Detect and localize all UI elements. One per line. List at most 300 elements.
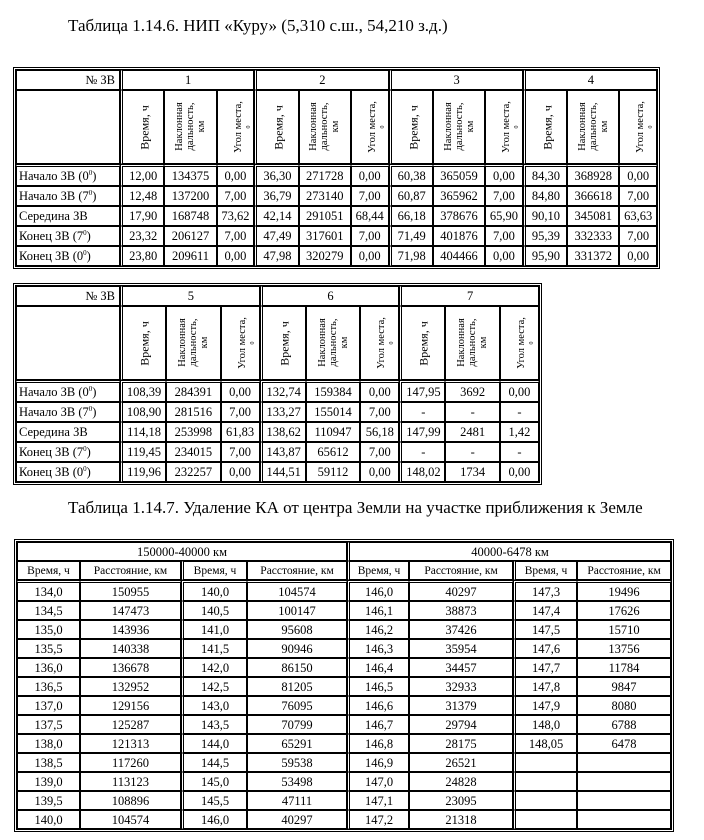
header-line: Угол места,: [232, 101, 244, 153]
slant-range-cell: 365059: [433, 164, 485, 186]
distance-cell: 53498: [247, 772, 347, 791]
slant-range-cell: 234015: [166, 442, 220, 462]
table-row: [16, 186, 657, 206]
slant-range-cell: 232257: [166, 462, 220, 482]
elevation-angle-header-label: [236, 317, 258, 369]
degree-superscript: 0: [83, 229, 87, 237]
table-row: [17, 677, 671, 696]
elevation-cell: 7,00: [360, 402, 399, 422]
time-cell: 147,1: [347, 791, 409, 810]
distance-cell: 23095: [409, 791, 513, 810]
time-cell: 84,30: [523, 164, 567, 186]
time-cell: 136,0: [17, 658, 80, 677]
slant-range-cell: 366618: [567, 186, 619, 206]
elevation-angle-header-label: [635, 101, 657, 153]
elevation-angle-header: [485, 90, 523, 164]
row-label: [16, 164, 120, 186]
elevation-cell: 0,00: [221, 462, 260, 482]
distance-cell: 17626: [577, 601, 671, 620]
distance-cell: 150955: [80, 580, 181, 601]
table-row: [16, 246, 657, 266]
row-label-text: Конец ЗВ (0: [19, 249, 84, 263]
table-row: [16, 442, 539, 462]
slant-range-cell: 291051: [299, 206, 351, 226]
degree-sign: 0: [245, 125, 252, 129]
row-label-tail: ): [92, 385, 97, 399]
row-label-tail: ): [92, 169, 97, 183]
time-cell: 66,18: [389, 206, 433, 226]
row-label: [16, 422, 120, 442]
slant-range-cell: 320279: [299, 246, 351, 266]
header-line: дальность,: [319, 102, 331, 151]
distance-cell: [577, 772, 671, 791]
header-line: дальность,: [453, 102, 465, 151]
time-cell: 142,5: [181, 677, 247, 696]
time-header-label: Время, ч: [417, 321, 432, 366]
table-row: [16, 380, 539, 402]
time-header-label: Время, ч: [271, 105, 286, 150]
elevation-cell: 73,62: [217, 206, 255, 226]
table-row: [17, 772, 671, 791]
range-group-header: 40000-6478 км: [347, 542, 671, 561]
row-label-text: Конец ЗВ (0: [19, 465, 84, 479]
slant-range-cell: 65612: [306, 442, 360, 462]
header-line: дальность,: [184, 102, 196, 151]
time-header: [260, 306, 306, 380]
header-line: Угол места,: [515, 317, 527, 369]
time-header-label: Время, ч: [540, 105, 555, 150]
elevation-cell: 0,00: [360, 380, 399, 402]
table-row: [16, 226, 657, 246]
distance-cell: 59538: [247, 753, 347, 772]
distance-cell: 95608: [247, 620, 347, 639]
distance-cell: 104574: [247, 580, 347, 601]
time-cell: 119,45: [120, 442, 166, 462]
elevation-cell: 7,00: [217, 186, 255, 206]
elevation-cell: 0,00: [351, 164, 389, 186]
distance-cell: 38873: [409, 601, 513, 620]
time-cell: 36,30: [254, 164, 298, 186]
elevation-cell: 7,00: [351, 186, 389, 206]
elevation-angle-header: [351, 90, 389, 164]
row-label-text: Конец ЗВ (7: [19, 445, 84, 459]
distance-cell: 29794: [409, 715, 513, 734]
distance-cell: 90946: [247, 639, 347, 658]
time-header: Время, ч: [17, 561, 80, 580]
slant-range-header: [166, 306, 220, 380]
slant-range-header: [567, 90, 619, 164]
degree-superscript: 0: [88, 405, 93, 413]
slant-range-cell: 209611: [164, 246, 216, 266]
time-cell: 114,18: [120, 422, 166, 442]
time-cell: [513, 791, 577, 810]
header-line: дальность,: [187, 318, 199, 367]
table-row: [17, 791, 671, 810]
distance-cell: 6478: [577, 734, 671, 753]
slant-range-cell: 281516: [166, 402, 220, 422]
degree-superscript: 0: [83, 445, 87, 453]
elevation-angle-header-label: [233, 101, 255, 153]
zone-number-label: № ЗВ: [16, 286, 120, 306]
time-cell: 60,87: [389, 186, 433, 206]
header-line: км: [198, 336, 210, 349]
distance-header: Расстояние, км: [247, 561, 347, 580]
time-cell: 147,0: [347, 772, 409, 791]
elevation-angle-header: [500, 306, 539, 380]
table-row: [17, 753, 671, 772]
row-label-text: Середина ЗВ: [19, 209, 88, 223]
distance-header: Расстояние, км: [577, 561, 671, 580]
elevation-cell: 0,00: [217, 164, 255, 186]
elevation-cell: 61,83: [221, 422, 260, 442]
range-group-header-row: [17, 542, 671, 561]
distance-cell: 26521: [409, 753, 513, 772]
slant-range-header-label: [456, 318, 489, 367]
slant-range-header: [164, 90, 216, 164]
distance-cell: 147473: [80, 601, 181, 620]
table-row: [17, 658, 671, 677]
slant-range-cell: 3692: [445, 380, 499, 402]
slant-range-cell: 1734: [445, 462, 499, 482]
time-cell: -: [399, 402, 445, 422]
time-cell: 17,90: [120, 206, 164, 226]
row-label-text: Середина ЗВ: [19, 425, 88, 439]
time-cell: 148,0: [513, 715, 577, 734]
time-cell: 134,0: [17, 580, 80, 601]
row-label: [16, 402, 120, 422]
time-cell: 143,87: [260, 442, 306, 462]
time-cell: 42,14: [254, 206, 298, 226]
distance-cell: 21318: [409, 810, 513, 829]
elevation-cell: -: [500, 442, 539, 462]
time-cell: 90,10: [523, 206, 567, 226]
time-cell: 146,5: [347, 677, 409, 696]
row-label: [16, 206, 120, 226]
time-cell: 12,00: [120, 164, 164, 186]
slant-range-cell: 2481: [445, 422, 499, 442]
time-cell: 144,51: [260, 462, 306, 482]
time-cell: 143,0: [181, 696, 247, 715]
distance-cell: 81205: [247, 677, 347, 696]
distance-cell: 70799: [247, 715, 347, 734]
distance-cell: 35954: [409, 639, 513, 658]
table-row: [16, 164, 657, 186]
table-row: [17, 580, 671, 601]
time-cell: 146,1: [347, 601, 409, 620]
time-cell: 147,6: [513, 639, 577, 658]
slant-range-cell: 378676: [433, 206, 485, 226]
header-line: км: [478, 336, 490, 349]
header-line: Наклонная: [456, 318, 468, 367]
time-cell: 144,0: [181, 734, 247, 753]
slant-range-cell: 110947: [306, 422, 360, 442]
time-cell: 138,5: [17, 753, 80, 772]
slant-range-cell: 401876: [433, 226, 485, 246]
elevation-cell: 1,42: [500, 422, 539, 442]
distance-cell: 76095: [247, 696, 347, 715]
elevation-cell: 56,18: [360, 422, 399, 442]
time-cell: 139,5: [17, 791, 80, 810]
slant-range-header-label: [577, 102, 610, 151]
table-1-14-7-title: Таблица 1.14.7. Удаление КА от центра Земли на участке приближения к Земле: [68, 498, 643, 517]
time-cell: [513, 810, 577, 829]
distance-from-earth-table: [14, 539, 674, 832]
elevation-angle-header: [217, 90, 255, 164]
time-cell: 23,32: [120, 226, 164, 246]
time-cell: 147,2: [347, 810, 409, 829]
header-line: Наклонная: [176, 318, 188, 367]
distance-cell: 143936: [80, 620, 181, 639]
time-cell: 147,4: [513, 601, 577, 620]
elevation-cell: 0,00: [485, 164, 523, 186]
elevation-cell: 63,63: [619, 206, 657, 226]
time-cell: 148,05: [513, 734, 577, 753]
zone-number-header-row: [16, 70, 657, 90]
header-line: Угол места,: [376, 317, 388, 369]
header-line: дальность,: [587, 102, 599, 151]
elevation-cell: 7,00: [619, 226, 657, 246]
elevation-cell: 0,00: [500, 380, 539, 402]
time-cell: 23,80: [120, 246, 164, 266]
header-line: Угол места,: [635, 101, 647, 153]
distance-cell: 8080: [577, 696, 671, 715]
zone-number-header: 1: [120, 70, 254, 90]
distance-cell: 125287: [80, 715, 181, 734]
time-cell: 148,02: [399, 462, 445, 482]
distance-cell: 6788: [577, 715, 671, 734]
time-cell: 95,39: [523, 226, 567, 246]
time-cell: 133,27: [260, 402, 306, 422]
slant-range-header: [306, 306, 360, 380]
time-cell: 146,9: [347, 753, 409, 772]
distance-cell: 113123: [80, 772, 181, 791]
time-cell: 141,5: [181, 639, 247, 658]
header-line: км: [598, 120, 610, 133]
column-header-row: [16, 306, 539, 380]
slant-range-header: [299, 90, 351, 164]
degree-sign: 0: [514, 125, 521, 129]
header-line: Наклонная: [442, 102, 454, 151]
distance-cell: 117260: [80, 753, 181, 772]
slant-range-cell: 404466: [433, 246, 485, 266]
row-label: [16, 442, 120, 462]
time-cell: 143,5: [181, 715, 247, 734]
header-line: Угол места,: [501, 101, 513, 153]
slant-range-cell: 271728: [299, 164, 351, 186]
time-header: [389, 90, 433, 164]
header-line: км: [338, 336, 350, 349]
time-cell: 141,0: [181, 620, 247, 639]
time-header: [120, 90, 164, 164]
time-header: [399, 306, 445, 380]
empty-header-cell: [16, 90, 120, 164]
distance-cell: 129156: [80, 696, 181, 715]
time-cell: 146,0: [181, 810, 247, 829]
header-line: Угол места,: [366, 101, 378, 153]
degree-superscript: 0: [83, 249, 87, 257]
time-header: [120, 306, 166, 380]
table-row: [17, 696, 671, 715]
table-row: [16, 462, 539, 482]
distance-cell: 37426: [409, 620, 513, 639]
time-cell: 147,3: [513, 580, 577, 601]
slant-range-cell: 273140: [299, 186, 351, 206]
row-label-tail: ): [86, 445, 91, 459]
distance-cell: 104574: [80, 810, 181, 829]
distance-cell: 32933: [409, 677, 513, 696]
slant-range-cell: 332333: [567, 226, 619, 246]
time-cell: [513, 772, 577, 791]
distance-cell: 28175: [409, 734, 513, 753]
degree-sign: 0: [648, 125, 655, 129]
header-line: Наклонная: [173, 102, 185, 151]
zone-number-header: 2: [254, 70, 388, 90]
time-cell: 145,5: [181, 791, 247, 810]
row-label-tail: ): [86, 465, 91, 479]
distance-cell: 47111: [247, 791, 347, 810]
time-cell: 146,2: [347, 620, 409, 639]
time-header: Время, ч: [181, 561, 247, 580]
distance-cell: [577, 810, 671, 829]
distance-cell: 11784: [577, 658, 671, 677]
time-cell: 134,5: [17, 601, 80, 620]
range-group-header: 150000-40000 км: [17, 542, 347, 561]
table-row: [16, 206, 657, 226]
elevation-cell: 0,00: [500, 462, 539, 482]
degree-sign: 0: [389, 341, 396, 345]
zone-number-header: 6: [260, 286, 400, 306]
time-cell: 146,8: [347, 734, 409, 753]
distance-header: Расстояние, км: [409, 561, 513, 580]
slant-range-cell: 159384: [306, 380, 360, 402]
table-row: [17, 620, 671, 639]
zone-number-header: 3: [389, 70, 523, 90]
time-cell: 140,5: [181, 601, 247, 620]
slant-range-header-label: [316, 318, 349, 367]
slant-range-cell: 155014: [306, 402, 360, 422]
elevation-angle-header-label: [376, 317, 398, 369]
degree-superscript: 0: [88, 385, 93, 393]
distance-cell: 34457: [409, 658, 513, 677]
column-header-row: [17, 561, 671, 580]
time-cell: 47,49: [254, 226, 298, 246]
kourou-visibility-table-part1: [13, 67, 660, 269]
header-line: Угол места,: [236, 317, 248, 369]
degree-superscript: 0: [88, 189, 93, 197]
elevation-cell: 65,90: [485, 206, 523, 226]
elevation-cell: -: [500, 402, 539, 422]
degree-superscript: 0: [83, 465, 87, 473]
distance-cell: 40297: [247, 810, 347, 829]
elevation-cell: 7,00: [619, 186, 657, 206]
distance-cell: 15710: [577, 620, 671, 639]
time-cell: 71,98: [389, 246, 433, 266]
slant-range-header-label: [308, 102, 341, 151]
time-header: Время, ч: [347, 561, 409, 580]
time-header-label: Время, ч: [406, 105, 421, 150]
zone-number-header: 5: [120, 286, 260, 306]
elevation-cell: 7,00: [360, 442, 399, 462]
row-label-tail: ): [92, 189, 97, 203]
distance-cell: [577, 753, 671, 772]
distance-cell: 86150: [247, 658, 347, 677]
elevation-cell: 7,00: [351, 226, 389, 246]
time-cell: 119,96: [120, 462, 166, 482]
degree-sign: 0: [528, 341, 535, 345]
time-cell: 136,5: [17, 677, 80, 696]
time-cell: 146,3: [347, 639, 409, 658]
time-cell: -: [399, 442, 445, 462]
elevation-cell: 7,00: [485, 226, 523, 246]
degree-sign: 0: [249, 341, 256, 345]
time-header: Время, ч: [513, 561, 577, 580]
distance-cell: 19496: [577, 580, 671, 601]
time-cell: 146,7: [347, 715, 409, 734]
slant-range-cell: 365962: [433, 186, 485, 206]
header-line: Наклонная: [308, 102, 320, 151]
time-cell: 146,4: [347, 658, 409, 677]
time-cell: 145,0: [181, 772, 247, 791]
time-cell: 135,5: [17, 639, 80, 658]
distance-header: Расстояние, км: [80, 561, 181, 580]
elevation-angle-header: [360, 306, 399, 380]
elevation-angle-header: [221, 306, 260, 380]
elevation-cell: 7,00: [485, 186, 523, 206]
slant-range-header: [445, 306, 499, 380]
zone-number-header: 7: [399, 286, 539, 306]
row-label: [16, 226, 120, 246]
slant-range-header-label: [177, 318, 210, 367]
slant-range-header-label: [442, 102, 475, 151]
time-header-label: Время, ч: [137, 105, 152, 150]
time-cell: [513, 753, 577, 772]
time-cell: 147,5: [513, 620, 577, 639]
time-cell: 144,5: [181, 753, 247, 772]
distance-cell: 31379: [409, 696, 513, 715]
zone-number-header-row: [16, 286, 539, 306]
time-cell: 140,0: [181, 580, 247, 601]
distance-cell: [577, 791, 671, 810]
time-cell: 84,80: [523, 186, 567, 206]
empty-header-cell: [16, 306, 120, 380]
slant-range-cell: -: [445, 402, 499, 422]
row-label-text: Начало ЗВ (0: [19, 169, 89, 183]
time-cell: 135,0: [17, 620, 80, 639]
elevation-cell: 0,00: [221, 380, 260, 402]
time-cell: 139,0: [17, 772, 80, 791]
distance-cell: 9847: [577, 677, 671, 696]
row-label-text: Начало ЗВ (7: [19, 405, 89, 419]
slant-range-cell: 345081: [567, 206, 619, 226]
row-label: [16, 186, 120, 206]
table-row: [17, 810, 671, 829]
elevation-angle-header-label: [501, 101, 523, 153]
kourou-visibility-table-part2: [13, 283, 542, 485]
time-cell: 108,39: [120, 380, 166, 402]
slant-range-header: [433, 90, 485, 164]
time-header: [523, 90, 567, 164]
time-cell: 132,74: [260, 380, 306, 402]
elevation-cell: 0,00: [619, 164, 657, 186]
table-row: [17, 715, 671, 734]
table-row: [17, 601, 671, 620]
row-label-text: Конец ЗВ (7: [19, 229, 84, 243]
header-line: дальность,: [327, 318, 339, 367]
header-line: км: [195, 120, 207, 133]
elevation-cell: 0,00: [619, 246, 657, 266]
elevation-angle-header-label: [367, 101, 389, 153]
row-label-text: Начало ЗВ (7: [19, 189, 89, 203]
